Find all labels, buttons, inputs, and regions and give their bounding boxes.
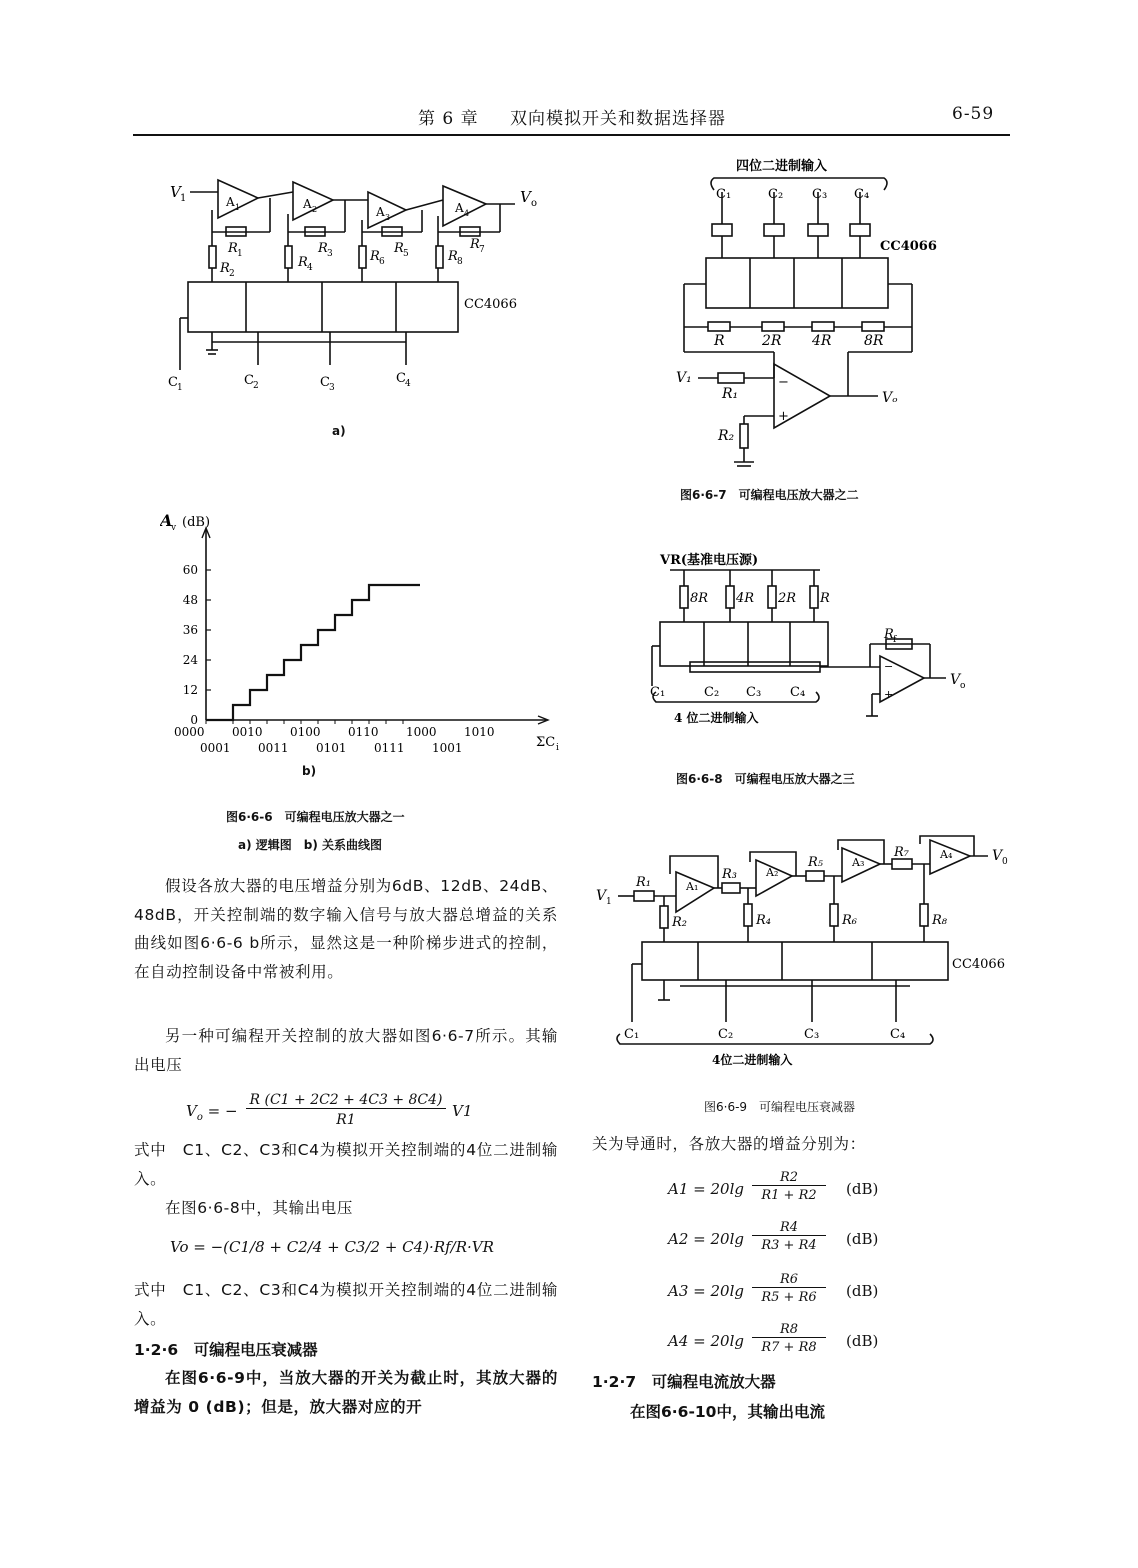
circuit-diagram-669 bbox=[590, 826, 1030, 1070]
left-paragraph-4: 在图6·6-8中，其输出电压 bbox=[165, 1199, 354, 1217]
svg-text:−: − bbox=[884, 660, 894, 673]
svg-text:R₃: R₃ bbox=[722, 867, 737, 882]
svg-text:3: 3 bbox=[329, 383, 335, 393]
svg-text:−: − bbox=[778, 375, 789, 390]
svg-text:2R: 2R bbox=[778, 591, 797, 606]
circuit-diagram-a bbox=[160, 170, 560, 400]
svg-text:R: R bbox=[370, 249, 380, 264]
svg-text:C₂: C₂ bbox=[718, 1027, 734, 1042]
svg-text:R: R bbox=[884, 627, 894, 642]
svg-text:C₄: C₄ bbox=[890, 1027, 906, 1042]
svg-text:R: R bbox=[714, 333, 725, 349]
right-paragraph-1: 关为导通时，各放大器的增益分别为： bbox=[592, 1135, 866, 1153]
gain-eq-a1: A1 = 20lg R2 R1 + R2 (dB) bbox=[668, 1170, 879, 1203]
svg-text:2R: 2R bbox=[762, 333, 782, 349]
fig666-sub-a: a) bbox=[332, 424, 346, 438]
svg-text:V: V bbox=[170, 183, 181, 201]
svg-text:C: C bbox=[320, 375, 330, 390]
svg-text:R: R bbox=[298, 255, 308, 270]
eq1-tail: V1 bbox=[452, 1102, 473, 1120]
svg-text:4R: 4R bbox=[736, 591, 755, 606]
svg-text:A: A bbox=[226, 195, 235, 209]
fig668-caption: 图6·6-8 可编程电压放大器之三 bbox=[676, 772, 855, 786]
left-paragraph-6: 在图6·6-9中，当放大器的开关为截止时，其放大器的增益为 0 (dB)；但是，放大器对应的开 bbox=[134, 1369, 558, 1416]
svg-text:1: 1 bbox=[177, 383, 183, 393]
left-paragraph-3: 式中 C1、C2、C3和C4为模拟开关控制端的4位二进制输入。 bbox=[134, 1141, 558, 1188]
fig667-caption: 图6·6-7 可编程电压放大器之二 bbox=[680, 488, 859, 502]
svg-text:R: R bbox=[318, 241, 328, 256]
x-axis-label: ΣC bbox=[536, 735, 556, 750]
equation-2: Vo = −(C1/8 + C2/4 + C3/2 + C4)·Rf/R·VR bbox=[170, 1238, 494, 1256]
circuit-diagram-668 bbox=[640, 546, 980, 726]
svg-text:6: 6 bbox=[379, 257, 385, 267]
svg-text:f: f bbox=[893, 635, 897, 645]
svg-text:C: C bbox=[396, 371, 406, 386]
svg-text:o: o bbox=[531, 198, 538, 209]
svg-text:1: 1 bbox=[237, 249, 243, 259]
svg-text:R₂: R₂ bbox=[718, 428, 735, 444]
svg-text:R: R bbox=[470, 237, 480, 252]
y-tick-label: 60 bbox=[182, 563, 198, 577]
svg-text:C₂: C₂ bbox=[704, 685, 720, 700]
svg-text:A: A bbox=[303, 197, 312, 211]
eq1-denominator: R1 bbox=[336, 1112, 356, 1128]
svg-text:2: 2 bbox=[229, 269, 235, 279]
fig667-top-label: 四位二进制输入 bbox=[736, 159, 828, 174]
x-tick-label-upper: 0000 bbox=[174, 725, 205, 739]
svg-text:R₅: R₅ bbox=[808, 855, 823, 870]
svg-text:R₁: R₁ bbox=[636, 875, 651, 890]
svg-text:+: + bbox=[778, 409, 789, 424]
svg-text:R₆: R₆ bbox=[842, 913, 857, 928]
svg-text:A: A bbox=[455, 201, 464, 215]
svg-text:A₃: A₃ bbox=[852, 856, 865, 869]
x-tick-label-upper: 0100 bbox=[290, 725, 321, 739]
x-tick-label-upper: 1010 bbox=[464, 725, 495, 739]
fig666-subcaption: a) 逻辑图 b) 关系曲线图 bbox=[238, 838, 383, 852]
y-tick-label: 0 bbox=[190, 713, 198, 727]
svg-text:8R: 8R bbox=[864, 333, 884, 349]
left-paragraph-5: 式中 C1、C2、C3和C4为模拟开关控制端的4位二进制输入。 bbox=[134, 1281, 558, 1328]
fig669-bottom-label: 4位二进制输入 bbox=[712, 1053, 793, 1067]
svg-text:CC4066: CC4066 bbox=[464, 297, 517, 312]
svg-text:o: o bbox=[960, 681, 966, 691]
svg-text:2: 2 bbox=[312, 205, 318, 214]
gain-eq-a4: A4 = 20lg R8 R7 + R8 (dB) bbox=[668, 1322, 879, 1355]
svg-text:C₃: C₃ bbox=[812, 187, 828, 202]
x-tick-label-lower: 0011 bbox=[258, 741, 289, 755]
gain-eq-a2: A2 = 20lg R4 R3 + R4 (dB) bbox=[668, 1220, 879, 1253]
left-paragraph-2: 另一种可编程开关控制的放大器如图6·6-7所示。其输出电压 bbox=[134, 1027, 558, 1074]
right-paragraph-2: 在图6·6-10中，其输出电流 bbox=[630, 1403, 825, 1421]
gain-eq-a3: A3 = 20lg R6 R5 + R6 (dB) bbox=[668, 1272, 879, 1305]
x-tick-label-lower: 1001 bbox=[432, 741, 463, 755]
fig666-caption: 图6·6-6 可编程电压放大器之一 bbox=[226, 810, 405, 824]
svg-text:5: 5 bbox=[403, 249, 409, 259]
eq1-numerator: R (C1 + 2C2 + 4C3 + 8C4) bbox=[246, 1092, 446, 1109]
svg-text:C₂: C₂ bbox=[768, 187, 784, 202]
svg-text:V: V bbox=[950, 672, 961, 688]
svg-text:A₂: A₂ bbox=[766, 866, 779, 879]
svg-text:R₈: R₈ bbox=[932, 913, 947, 928]
svg-text:2: 2 bbox=[253, 381, 259, 391]
svg-text:R: R bbox=[394, 241, 404, 256]
x-tick-label-upper: 1000 bbox=[406, 725, 437, 739]
svg-text:C₃: C₃ bbox=[804, 1027, 820, 1042]
chapter-label: 第 6 章 bbox=[418, 109, 479, 129]
svg-text:4R: 4R bbox=[812, 333, 832, 349]
fig668-vr-label: VR(基准电压源) bbox=[660, 553, 759, 568]
svg-text:C₃: C₃ bbox=[746, 685, 762, 700]
x-tick-label-lower: 0111 bbox=[374, 741, 405, 755]
y-tick-label: 48 bbox=[182, 593, 198, 607]
y-tick-label: 12 bbox=[182, 683, 198, 697]
step-gain-chart bbox=[160, 490, 560, 760]
y-axis-label-sub: v bbox=[171, 523, 177, 533]
svg-text:R: R bbox=[448, 249, 458, 264]
y-tick-label: 24 bbox=[182, 653, 198, 667]
header-rule bbox=[133, 134, 1010, 136]
svg-text:CC4066: CC4066 bbox=[880, 239, 937, 254]
svg-text:+: + bbox=[884, 688, 894, 701]
svg-text:C₁: C₁ bbox=[624, 1027, 640, 1042]
svg-text:3: 3 bbox=[385, 213, 391, 222]
y-tick-label: 36 bbox=[182, 623, 198, 637]
svg-text:R: R bbox=[820, 591, 830, 606]
x-tick-label-upper: 0010 bbox=[232, 725, 263, 739]
svg-text:R₁: R₁ bbox=[722, 386, 739, 402]
svg-text:R₇: R₇ bbox=[894, 845, 909, 860]
svg-text:R: R bbox=[228, 241, 238, 256]
fig666-sub-b: b) bbox=[302, 764, 317, 778]
svg-text:0: 0 bbox=[1002, 857, 1008, 867]
x-tick-label-lower: 0101 bbox=[316, 741, 347, 755]
svg-text:A₁: A₁ bbox=[686, 880, 699, 893]
section-127-heading: 1·2·7 可编程电流放大器 bbox=[592, 1373, 776, 1391]
svg-text:C₁: C₁ bbox=[650, 685, 666, 700]
svg-text:V: V bbox=[596, 888, 607, 904]
svg-text:CC4066: CC4066 bbox=[952, 957, 1005, 972]
x-tick-label-upper: 0110 bbox=[348, 725, 379, 739]
svg-text:V: V bbox=[992, 848, 1003, 864]
svg-text:R: R bbox=[220, 261, 230, 276]
fig669-caption: 图6·6-9 可编程电压衰减器 bbox=[704, 1100, 856, 1114]
svg-text:C₄: C₄ bbox=[854, 187, 870, 202]
section-126-heading: 1·2·6 可编程电压衰减器 bbox=[134, 1341, 318, 1359]
svg-text:R₄: R₄ bbox=[756, 913, 771, 928]
svg-text:1: 1 bbox=[606, 897, 612, 907]
svg-text:7: 7 bbox=[479, 245, 485, 255]
svg-text:1: 1 bbox=[180, 193, 187, 204]
svg-text:4: 4 bbox=[464, 209, 470, 218]
svg-text:C: C bbox=[244, 373, 254, 388]
svg-text:8: 8 bbox=[457, 257, 463, 267]
svg-text:V: V bbox=[520, 188, 531, 206]
svg-text:R₂: R₂ bbox=[672, 915, 687, 930]
svg-text:Vₒ: Vₒ bbox=[882, 390, 898, 406]
x-tick-label-lower: 0001 bbox=[200, 741, 231, 755]
svg-text:C₁: C₁ bbox=[716, 187, 732, 202]
page-number: 6-59 bbox=[952, 104, 995, 124]
svg-text:A₄: A₄ bbox=[940, 848, 953, 861]
svg-text:C: C bbox=[168, 375, 178, 390]
step-series-line bbox=[206, 585, 420, 720]
svg-text:1: 1 bbox=[235, 203, 241, 212]
svg-text:V₁: V₁ bbox=[676, 370, 692, 386]
svg-text:3: 3 bbox=[327, 249, 333, 259]
svg-text:8R: 8R bbox=[690, 591, 709, 606]
svg-text:A: A bbox=[376, 205, 385, 219]
y-axis-label: A bbox=[160, 511, 173, 530]
equation-1: $V_o$ = − R (C1 + 2C2 + 4C3 + 8C4) R1 V1 bbox=[186, 1092, 473, 1128]
svg-text:C₄: C₄ bbox=[790, 685, 806, 700]
left-paragraph-1: 假设各放大器的电压增益分别为6dB、12dB、24dB、48dB，开关控制端的数字输入信号与放大器总增益的关系曲线如图6·6-6 b所示，显然这是一种阶梯步进式的控制，在自动控制设备中常被利用。 bbox=[134, 877, 558, 981]
chapter-title: 双向模拟开关和数据选择器 bbox=[510, 109, 726, 129]
svg-text:4: 4 bbox=[405, 379, 411, 389]
y-axis-unit: (dB) bbox=[182, 515, 211, 530]
x-axis-label-sub: i bbox=[556, 743, 559, 753]
circuit-diagram-667 bbox=[670, 150, 940, 480]
fig668-bottom-label: 4 位二进制输入 bbox=[674, 711, 759, 725]
svg-text:4: 4 bbox=[307, 263, 313, 273]
